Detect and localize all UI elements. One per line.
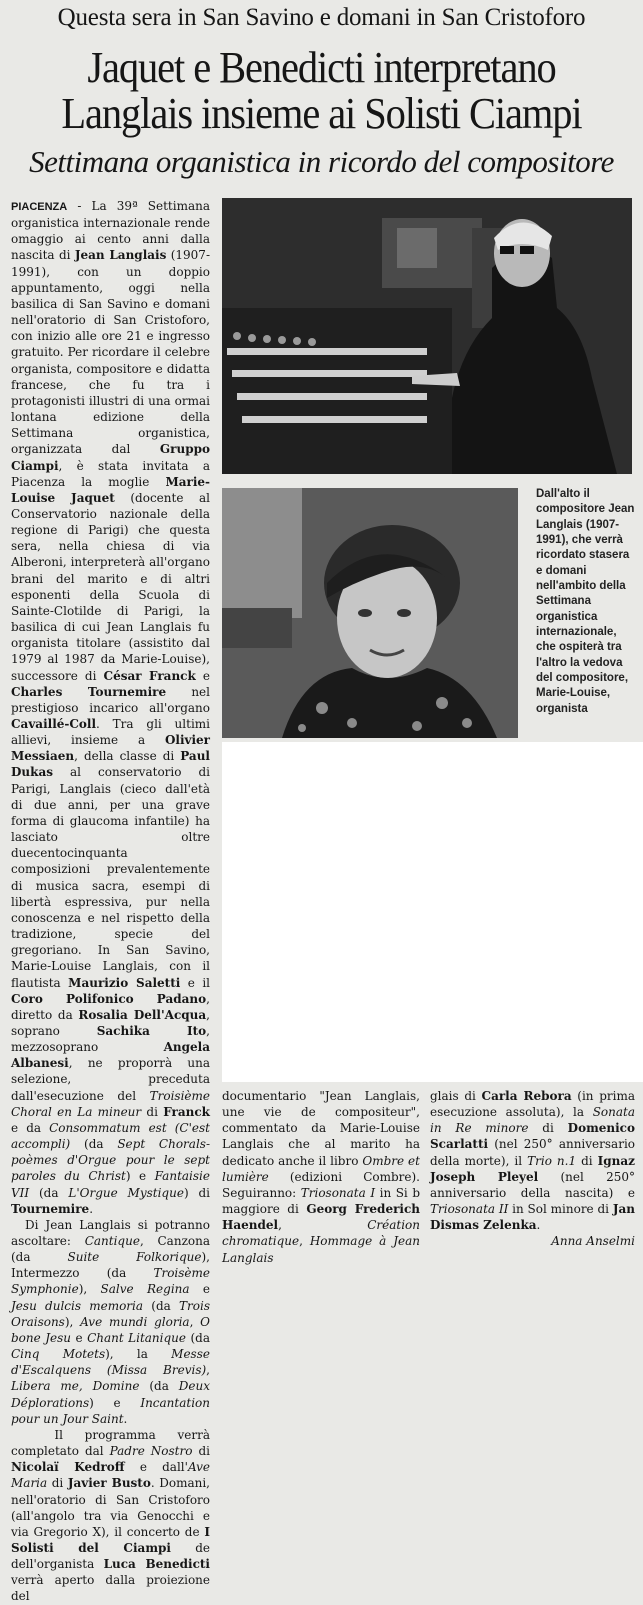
kicker: Questa sera in San Savino e domani in San Cristoforo	[57, 4, 586, 31]
article-column-2: documentario "Jean Langlais, une vie de compositeur", commentato da Marie-Louise Langlais che al marito ha dedicato anche il libro Ombre et lumière (edizioni Combre). Seguiranno: Triosonata I in Si b maggiore di Georg Frederich Haendel, Création chromatique, Hommage à Jean Langlais	[222, 1089, 420, 1265]
article-column-3: glais di Carla Rebora (in prima esecuzione assoluta), la Sonata in Re minore di Domenico Scarlatti (nel 250° anniversario della morte), il Trio n.1 di Ignaz Joseph Pleyel (nel 250° anniversario della nascita) e Triosonata II in Sol minore di Jan Dismas Zelenka. Anna Anselmi	[430, 1089, 635, 1249]
author-signature: Anna Anselmi	[551, 1234, 635, 1249]
photo-caption: Dall'alto il compositore Jean Langlais (1907-1991), che verrà ricordato stasera e domani nell'ambito della Settimana organistica internazionale, che ospiterà tra l'altro la vedova del compositore, Marie-Louise, organista	[536, 488, 635, 715]
organ-photo-drawing	[222, 198, 632, 474]
article-column-1: PIACENZA - La 39ª Settimana organistica internazionale rende omaggio ai cento anni dalla nascita di Jean Langlais (1907-1991), con un doppio appuntamento, oggi nella basilica di San Savino e domani nell'oratorio di San Cristoforo, con inizio alle ore 21 e ingresso gratuito. Per ricordare il celebre organista, compositore e didatta francese, che fu tra i protagonisti illustri di una ormai lontana edizione della Settimana organistica, organizzata dal Gruppo Ciampi, è stata invitata a Piacenza la moglie Marie-Louise Jaquet (docente al Conservatorio nazionale della regione di Parigi) che questa sera, nella chiesa di via Alberoni, interpreterà all'organo brani del marito e di altri esponenti della Scuola di Sainte-Clotilde di Parigi, la basilica di cui Jean Langlais fu organista titolare (assistito dal 1979 al 1987 da Marie-Louise), successore di César Franck e Charles Tournemire nel prestigioso incarico all'organo Cavaillé-Coll. Tra gli ultimi allievi, insieme a Olivier Messiaen, della classe di Paul Dukas al conservatorio di Parigi, Langlais (cieco dall'età di due anni, per una grave forma di glaucoma infantile) ha lasciato oltre duecentocinquanta composizioni prevalentemente di musica sacra, esempi di libertà espressiva, pur nella conoscenza e nel rispetto della tradizione, specie del gregoriano. In San Savino, Marie-Louise Langlais, con il flautista Maurizio Saletti e il Coro Polifonico Padano, diretto da Rosalia Dell'Acqua, soprano Sachika Ito, mezzosoprano Angela Albanesi, ne proporrà una selezione, preceduta dall'esecuzione del Troisième Choral en La mineur di Franck e da Consommatum est (C'est accompli) (da Sept Chorals-poèmes d'Orgue pour le sept paroles du Christ) e Fantaisie VII (da L'Orgue Mystique) di Tournemire. Di Jean Langlais si potranno ascoltare: Cantique, Canzona (da Suite Folkorique), Intermezzo (da Troisème Symphonie), Salve Regina e Jesu dulcis memoria (da Trois Oraisons), Ave mundi gloria, O bone Jesu e Chant Litanique (da Cinq Motets), la Messe d'Escalquens (Missa Brevis), Libera me, Domine (da Deux Déplorations) e Incantation pour un Jour Saint. Il programma verrà completato dal Padre Nostro di Nicolaï Kedroff e dall'Ave Maria di Javier Busto. Domani, nell'oratorio di San Cristoforo (all'angolo tra via Genocchi e via Gregorio X), il concerto de I Solisti del Ciampi de dell'organista Luca Benedicti verrà aperto dalla proiezione del	[11, 199, 211, 1604]
subtitle: Settimana organistica in ricordo del compositore	[29, 144, 614, 179]
blank-area	[222, 742, 643, 1082]
marie-louise-jaquet-photo	[222, 488, 518, 738]
dateline: PIACENZA	[11, 201, 68, 213]
headline-line-1: Jaquet e Benedicti interpretano	[87, 43, 556, 92]
portrait-photo-drawing	[222, 488, 518, 738]
headline-line-2: Langlais insieme ai Solisti Ciampi	[61, 89, 582, 138]
langlais-organ-photo	[222, 198, 632, 474]
